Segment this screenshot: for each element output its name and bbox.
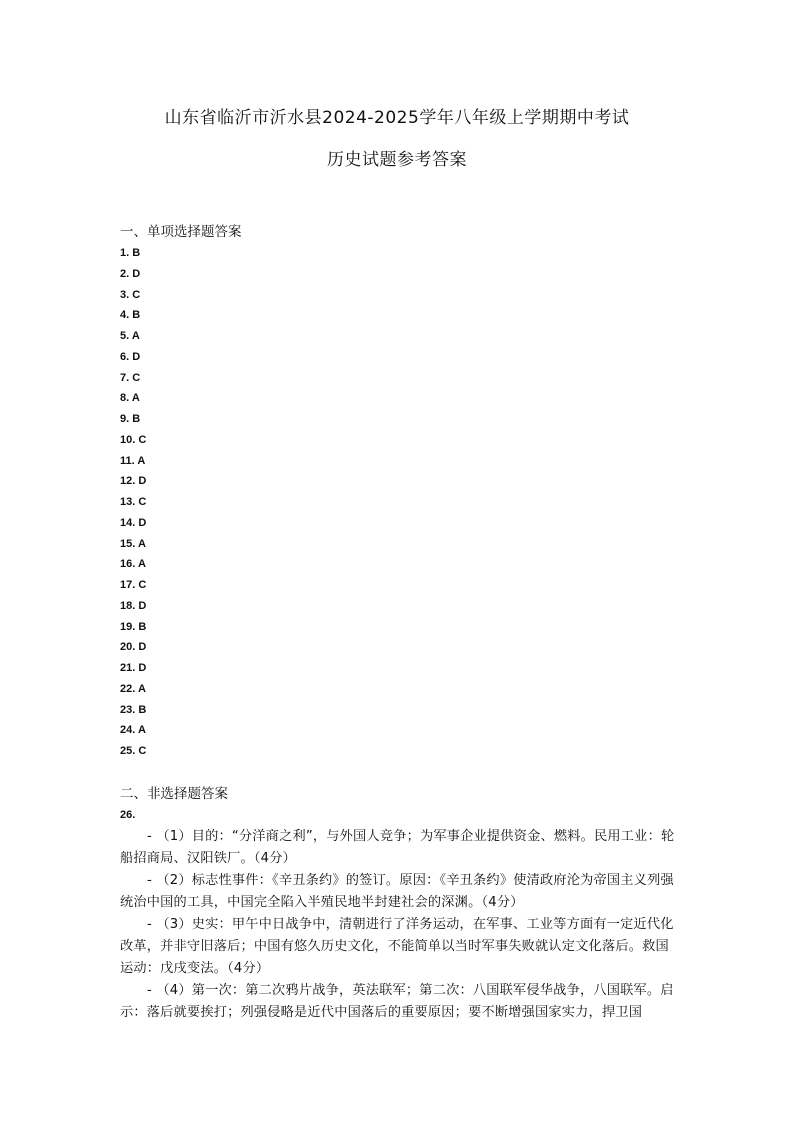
answer-item: 1. B [120, 247, 141, 259]
answer-item: 10. C [120, 433, 147, 446]
answer-item: 2. D [120, 267, 141, 280]
answer-part-3: - （3）史实：甲午中日战争中，清朝进行了洋务运动，在军事、工业等方面有一定近代化改革，并非守旧落后；中国有悠久历史文化，不能简单以当时军事失败就认定文化落后。救国运动：戊戌变法。（4分） [120, 917, 674, 976]
answer-item: 7. C [120, 371, 141, 384]
answer-item: 3. C [120, 288, 141, 301]
answer-item: 17. C [120, 579, 147, 591]
section-heading-non-choice: 二、非选择题答案 [120, 786, 228, 802]
answer-item: 22. A [120, 682, 146, 695]
answer-item: 11. A [120, 454, 146, 467]
answer-part-2: - （2）标志性事件：《辛丑条约》的签订。原因：《辛丑条约》使清政府沦为帝国主义列强统治中国的工具，中国完全陷入半殖民地半封建社会的深渊。（4分） [120, 873, 674, 910]
answer-item: 20. D [120, 641, 147, 654]
answer-item: 16. A [120, 558, 146, 571]
answer-item: 6. D [120, 350, 141, 363]
answer-item: 15. A [120, 537, 146, 550]
answer-item: 12. D [120, 475, 147, 488]
answer-item: 23. B [120, 703, 147, 716]
document-title: 山东省临沂市沂水县2024-2025学年八年级上学期期中考试 [164, 108, 630, 128]
answer-part-1: - （1）目的：“分洋商之利”，与外国人竞争；为军事企业提供资金、燃料。民用工业：轮船招商局、汉阳铁厂。（4分） [120, 829, 675, 866]
answer-item: 24. A [120, 724, 146, 737]
question-26-answers [120, 826, 680, 1024]
answer-item: 4. B [120, 309, 141, 322]
answer-item: 19. B [120, 620, 147, 633]
multiple-choice-answer-list [120, 244, 146, 763]
answer-item: 8. A [120, 392, 140, 405]
answer-item: 13. C [120, 496, 147, 508]
question-number: 26. [120, 809, 136, 821]
answer-item: 14. D [120, 516, 147, 529]
document-subtitle: 历史试题参考答案 [327, 150, 467, 170]
answer-item: 25. C [120, 745, 147, 757]
answer-item: 9. B [120, 413, 141, 425]
section-heading-multiple-choice: 一、单项选择题答案 [120, 224, 242, 240]
answer-item: 5. A [120, 330, 140, 342]
answer-part-4: - （4）第一次：第二次鸦片战争，英法联军；第二次：八国联军侵华战争，八国联军。启示：落后就要挨打；列强侵略是近代中国落后的重要原因；要不断增强国家实力，捍卫国 [120, 983, 674, 1020]
answer-item: 18. D [120, 599, 147, 612]
answer-item: 21. D [120, 662, 147, 674]
